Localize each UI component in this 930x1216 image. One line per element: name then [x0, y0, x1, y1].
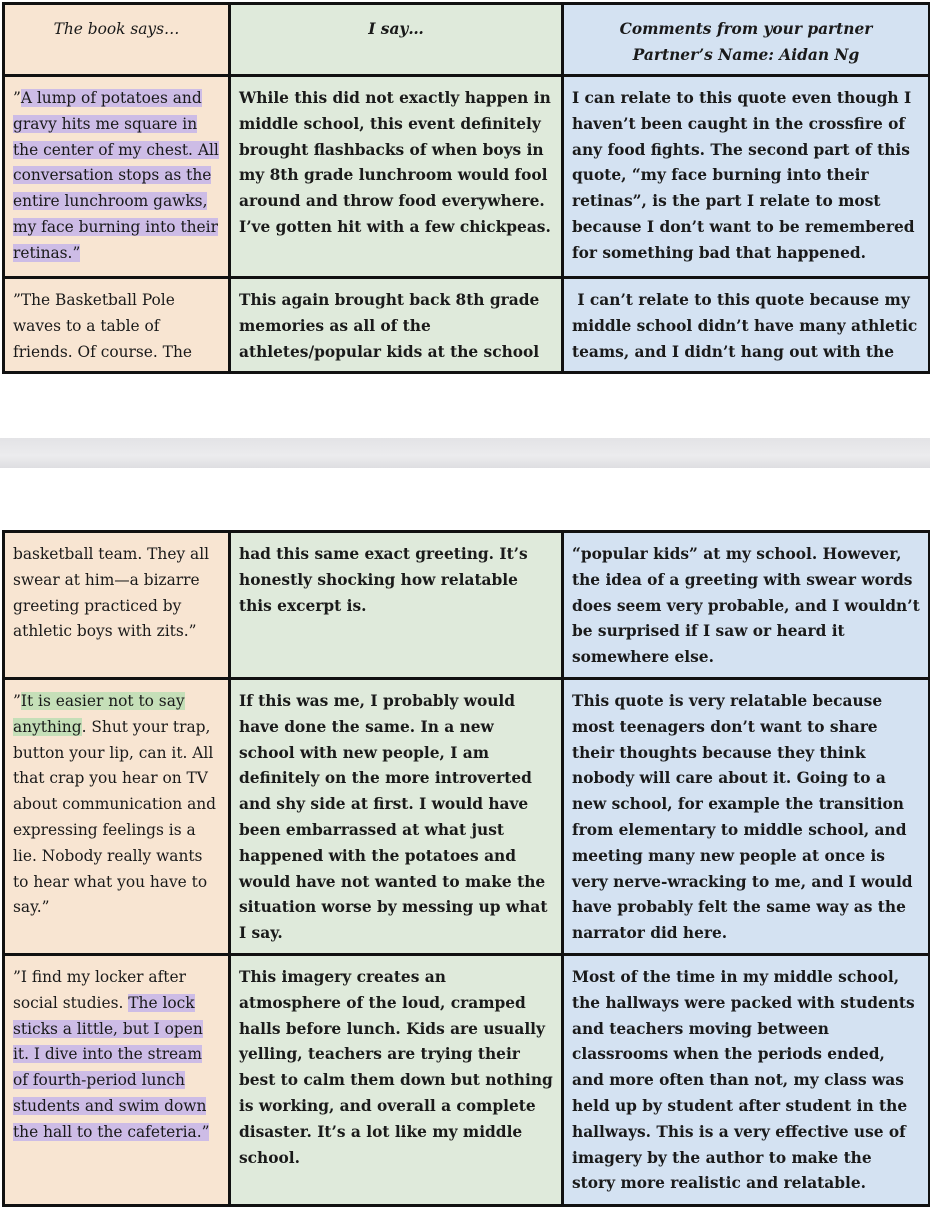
table-row	[4, 954, 930, 1205]
i-say-cell: This imagery creates an atmosphere of the loud, cramped halls before lunch. Kids are usually yelling, teachers are trying their best to calm them down but nothing is working, and overall a complete disaster. It’s a lot like my middle school.	[230, 954, 563, 1205]
document-page-1	[0, 0, 930, 438]
notes-table-page-2	[2, 530, 930, 1207]
book-quote-cell	[4, 76, 230, 278]
i-say-cell: If this was me, I probably would have done the same. In a new school with new people, I am definitely on the more introverted and shy side at first. I would have been embarrassed at what just happened with the potatoes and would have not wanted to make the situation worse by messing up what I say.	[230, 678, 563, 954]
header-partner-title: Comments from your partner	[619, 20, 873, 38]
table-row	[4, 532, 930, 679]
partner-comment-cell: I can relate to this quote even though I haven’t been caught in the crossfire of any food fights. The second part of this quote, “my face burning into their retinas”, is the part I relate to most because I don’t want to be remembered for something bad that happened.	[563, 76, 930, 278]
document-page-2	[0, 468, 930, 1216]
header-partner-name: Partner’s Name: Aidan Ng	[632, 46, 860, 64]
book-quote-cell: ”The Basketball Pole waves to a table of friends. Of course. The	[4, 278, 230, 373]
partner-comment-cell: This quote is very relatable because most teenagers don’t want to share their thoughts because they think nobody will care about it. Going to a new school, for example the transition from elementary to middle school, and meeting many new people at once is very nerve-wracking to me, and I would have probably felt the same way as the narrator did here.	[563, 678, 930, 954]
highlighted-quote-text: It is easier not to say anything	[13, 691, 185, 736]
partner-comment-cell: I can’t relate to this quote because my middle school didn’t have many athletic teams, and I didn’t hang out with the	[563, 278, 930, 373]
partner-comment-cell: “popular kids” at my school. However, the idea of a greeting with swear words does seem very probable, and I wouldn’t be surprised if I saw or heard it somewhere else.	[563, 532, 930, 679]
book-quote-cell	[4, 678, 230, 954]
notes-table-page-1	[2, 2, 930, 374]
page-break-separator	[0, 438, 930, 468]
i-say-cell: While this did not exactly happen in middle school, this event definitely brought flashbacks of when boys in my 8th grade lunchroom would fool around and throw food everywhere. I’ve gotten hit with a few chickpeas.	[230, 76, 563, 278]
header-book-says: The book says…	[4, 4, 230, 76]
header-partner-comments	[563, 4, 930, 76]
quote-text: . Shut your trap, button your lip, can it. All that crap you hear on TV about communication and expressing feelings is a lie. Nobody really wants to hear what you have to say.”	[13, 717, 217, 917]
highlighted-quote-text: A lump of potatoes and gravy hits me square in the center of my chest. All conversation stops as the entire lunchroom gawks, my face burning into their retinas.”	[13, 89, 219, 262]
book-quote-cell	[4, 954, 230, 1205]
partner-comment-cell: Most of the time in my middle school, the hallways were packed with students and teachers moving between classrooms when the periods ended, and more often than not, my class was held up by student after student in the hallways. This is a very effective use of imagery by the author to make the story more realistic and relatable.	[563, 954, 930, 1205]
table-row	[4, 76, 930, 278]
i-say-cell: This again brought back 8th grade memories as all of the athletes/popular kids at the school	[230, 278, 563, 373]
quote-text: ”	[13, 89, 21, 107]
table-row	[4, 278, 930, 373]
quote-text: ”I find my locker after social studies.	[13, 967, 186, 1012]
quote-text: ”	[13, 691, 21, 710]
table-row	[4, 678, 930, 954]
i-say-cell: had this same exact greeting. It’s honestly shocking how relatable this excerpt is.	[230, 532, 563, 679]
book-quote-cell: basketball team. They all swear at him—a bizarre greeting practiced by athletic boys with zits.”	[4, 532, 230, 679]
table-header-row	[4, 4, 930, 76]
highlighted-quote-text: The lock sticks a little, but I open it. I dive into the stream of fourth-period lunch students and swim down the hall to the cafeteria.”	[13, 993, 210, 1141]
header-i-say: I say…	[230, 4, 563, 76]
